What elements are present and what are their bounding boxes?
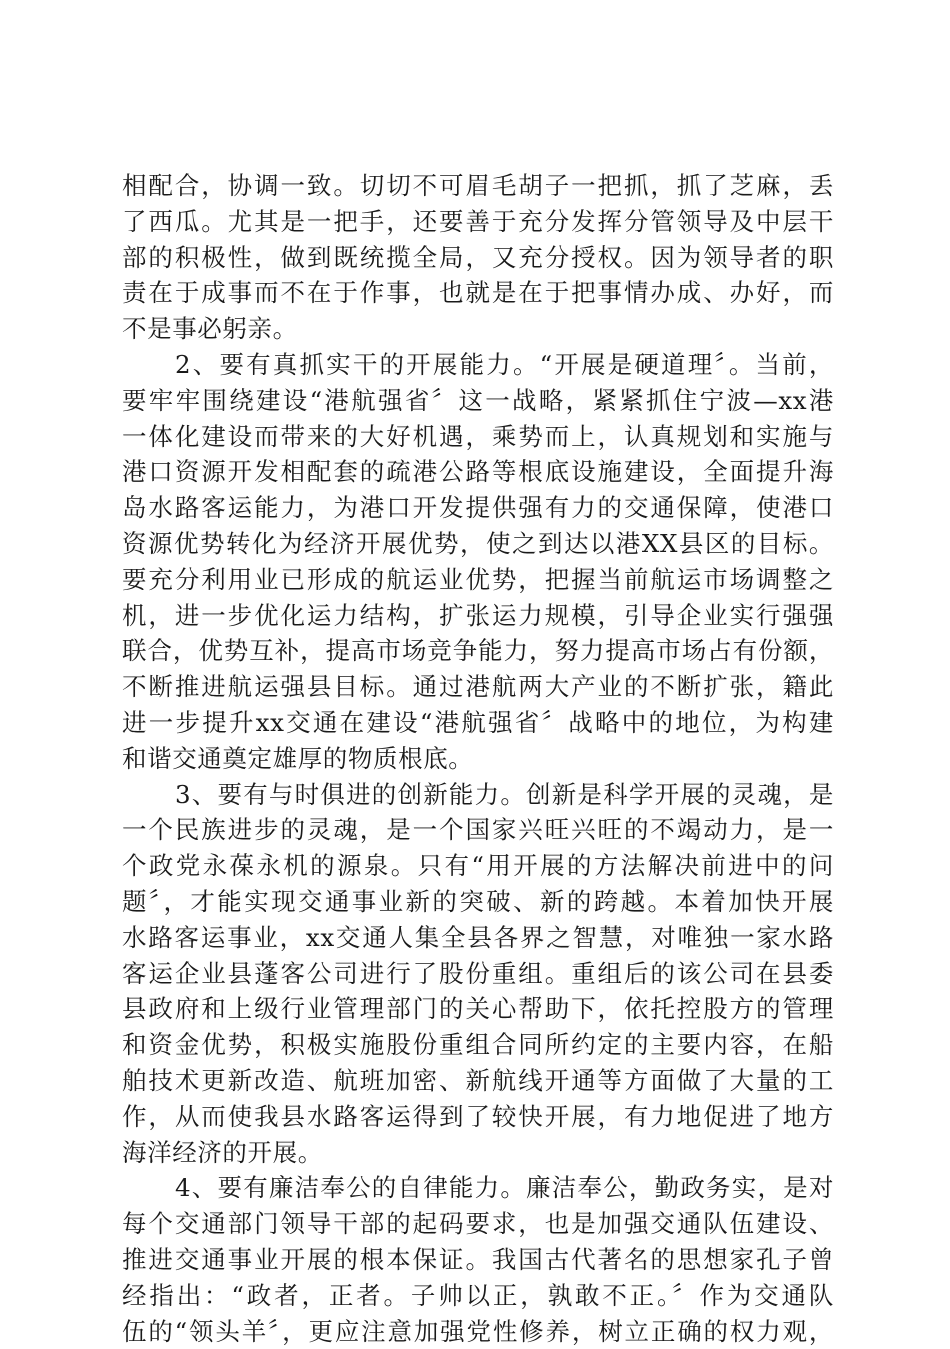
- text-line: 责在于成事而不在于作事，也就是在于把事情办成、办好，而: [122, 275, 834, 311]
- text-line: 题〞，才能实现交通事业新的突破、新的跨越。本着加快开展: [122, 884, 834, 920]
- text-line: 2、要有真抓实干的开展能力。“开展是硬道理〞。当前，: [122, 347, 834, 383]
- document-body: [122, 168, 834, 1349]
- text-line: 水路客运事业，xx交通人集全县各界之智慧，对唯独一家水路: [122, 920, 834, 956]
- text-line: 每个交通部门领导干部的起码要求，也是加强交通队伍建设、: [122, 1206, 834, 1242]
- text-line: 和谐交通奠定雄厚的物质根底。: [122, 741, 834, 777]
- text-line: 个政党永葆永机的源泉。只有“用开展的方法解决前进中的问: [122, 848, 834, 884]
- text-line: 一个民族进步的灵魂，是一个国家兴旺兴旺的不竭动力，是一: [122, 812, 834, 848]
- text-line: 伍的“领头羊〞，更应注意加强党性修养，树立正确的权力观，: [122, 1314, 834, 1349]
- text-line: 海洋经济的开展。: [122, 1135, 834, 1171]
- text-line: 了西瓜。尤其是一把手，还要善于充分发挥分管领导及中层干: [122, 204, 834, 240]
- text-line: 3、要有与时俱进的创新能力。创新是科学开展的灵魂，是: [122, 777, 834, 813]
- text-line: 客运企业县蓬客公司进行了股份重组。重组后的该公司在县委: [122, 956, 834, 992]
- text-line: 要充分利用业已形成的航运业优势，把握当前航运市场调整之: [122, 562, 834, 598]
- text-line: 一体化建设而带来的大好机遇，乘势而上，认真规划和实施与: [122, 419, 834, 455]
- text-line: 机，进一步优化运力结构，扩张运力规模，引导企业实行强强: [122, 598, 834, 634]
- text-line: 港口资源开发相配套的疏港公路等根底设施建设，全面提升海: [122, 454, 834, 490]
- text-line: 要牢牢围绕建设“港航强省〞这一战略，紧紧抓住宁波—xx港: [122, 383, 834, 419]
- text-line: 联合，优势互补，提高市场竞争能力，努力提高市场占有份额，: [122, 633, 834, 669]
- text-line: 经指出：“政者，正者。子帅以正，孰敢不正。〞作为交通队: [122, 1278, 834, 1314]
- text-line: 县政府和上级行业管理部门的关心帮助下，依托控股方的管理: [122, 991, 834, 1027]
- text-line: 4、要有廉洁奉公的自律能力。廉洁奉公，勤政务实，是对: [122, 1170, 834, 1206]
- text-line: 和资金优势，积极实施股份重组合同所约定的主要内容，在船: [122, 1027, 834, 1063]
- text-line: 推进交通事业开展的根本保证。我国古代著名的思想家孔子曾: [122, 1242, 834, 1278]
- text-line: 不是事必躬亲。: [122, 311, 834, 347]
- text-line: 岛水路客运能力，为港口开发提供强有力的交通保障，使港口: [122, 490, 834, 526]
- text-line: 不断推进航运强县目标。通过港航两大产业的不断扩张，籍此: [122, 669, 834, 705]
- text-line: 相配合，协调一致。切切不可眉毛胡子一把抓，抓了芝麻，丢: [122, 168, 834, 204]
- text-line: 部的积极性，做到既统揽全局，又充分授权。因为领导者的职: [122, 240, 834, 276]
- text-line: 进一步提升xx交通在建设“港航强省〞战略中的地位，为构建: [122, 705, 834, 741]
- text-line: 资源优势转化为经济开展优势，使之到达以港XX县区的目标。: [122, 526, 834, 562]
- text-line: 舶技术更新改造、航班加密、新航线开通等方面做了大量的工: [122, 1063, 834, 1099]
- text-line: 作，从而使我县水路客运得到了较快开展，有力地促进了地方: [122, 1099, 834, 1135]
